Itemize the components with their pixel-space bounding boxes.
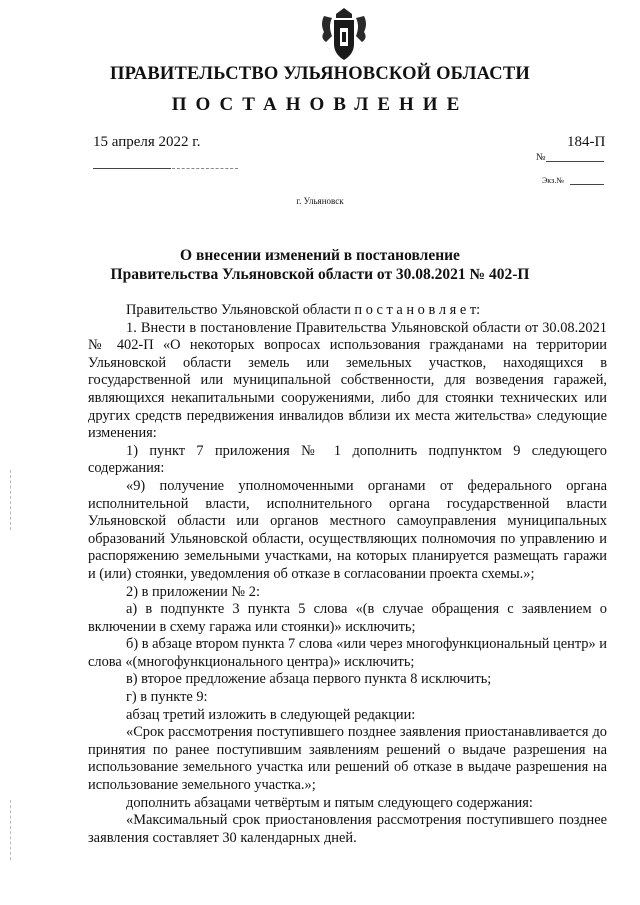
paragraph: г) в пункте 9: (126, 689, 208, 706)
document-title (0, 246, 640, 284)
date-underline (93, 168, 171, 169)
scan-margin-mark (10, 800, 11, 860)
paragraph: в) второе предложение абзаца первого пункта 8 исключить; (126, 671, 492, 688)
paragraph: 1. Внести в постановление Правительства Ульяновской области от 30.08.2021 № 402-П «О некоторых вопросах использования гражданами на территории Ульяновской области земель или земельных участков, находящихся в государственной или муниципальной собственности, для возведения гаражей, являющихся некапитальными сооружениями, либо для стоянки технических или других средств передвижения инвалидов вблизи их места жительства» следующие изменения: (88, 319, 607, 442)
copy-number-label: Экз.№ (542, 176, 564, 185)
document-type: ПОСТАНОВЛЕНИЕ (171, 94, 469, 115)
date-underline-dashed (172, 168, 238, 169)
scan-margin-mark (10, 470, 11, 530)
document-date: 15 апреля 2022 г. (93, 134, 201, 150)
title-line-1: О внесении изменений в постановление (180, 247, 460, 264)
paragraph: Правительство Ульяновской области п о с т а н о в л я е т: (126, 302, 481, 318)
paragraph: «Срок рассмотрения поступившего позднее заявления приостанавливается до принятия по ранее поступившим заявлениям решений о выдаче разрешения на использование земельного участка или решений об отказе в выдаче разрешения на использование земельного участка.»; (88, 724, 607, 794)
paragraph: а) в подпункте 3 пункта 5 слова «(в случае обращения с заявлением о включении в схему гаража или стоянки)» исключить; (88, 601, 607, 635)
paragraph: б) в абзаце втором пункта 7 слова «или через многофункциональный центр» и слова «(многофункционального центра)» исключить; (88, 636, 607, 670)
coat-of-arms-icon (318, 6, 370, 66)
title-line-2: Правительства Ульяновской области от 30.08.2021 № 402-П (110, 266, 530, 283)
document-number: 184-П (567, 134, 606, 150)
paragraph: абзац третий изложить в следующей редакции: (126, 706, 416, 723)
paragraph: 2) в приложении № 2: (126, 583, 260, 600)
organization-name: ПРАВИТЕЛЬСТВО УЛЬЯНОВСКОЙ ОБЛАСТИ (110, 64, 530, 84)
copy-number-underline (570, 184, 604, 185)
document-body (88, 302, 607, 847)
paragraph: 1) пункт 7 приложения № 1 дополнить подпунктом 9 следующего содержания: (88, 442, 607, 477)
paragraph: дополнить абзацами четвёртым и пятым следующего содержания: (126, 794, 533, 811)
city-name: г. Ульяновск (296, 196, 344, 206)
paragraph: «Максимальный срок приостановления рассмотрения поступившего позднее заявления составляет 30 календарных дней. (88, 812, 607, 846)
number-sign: № (536, 152, 546, 163)
paragraph: «9) получение уполномоченными органами от федерального органа исполнительной власти, исполнительного органа государственной власти Ульяновской области или органов местного самоуправления муниципальных образований Ульяновской области, осуществляющих полномочия по управлению и распоряжению земельными участками, на которых планируется размещать гаражи и (или) стоянки, уведомления об отказе в согласовании проекта схемы.»; (88, 477, 607, 582)
number-underline (546, 161, 604, 162)
